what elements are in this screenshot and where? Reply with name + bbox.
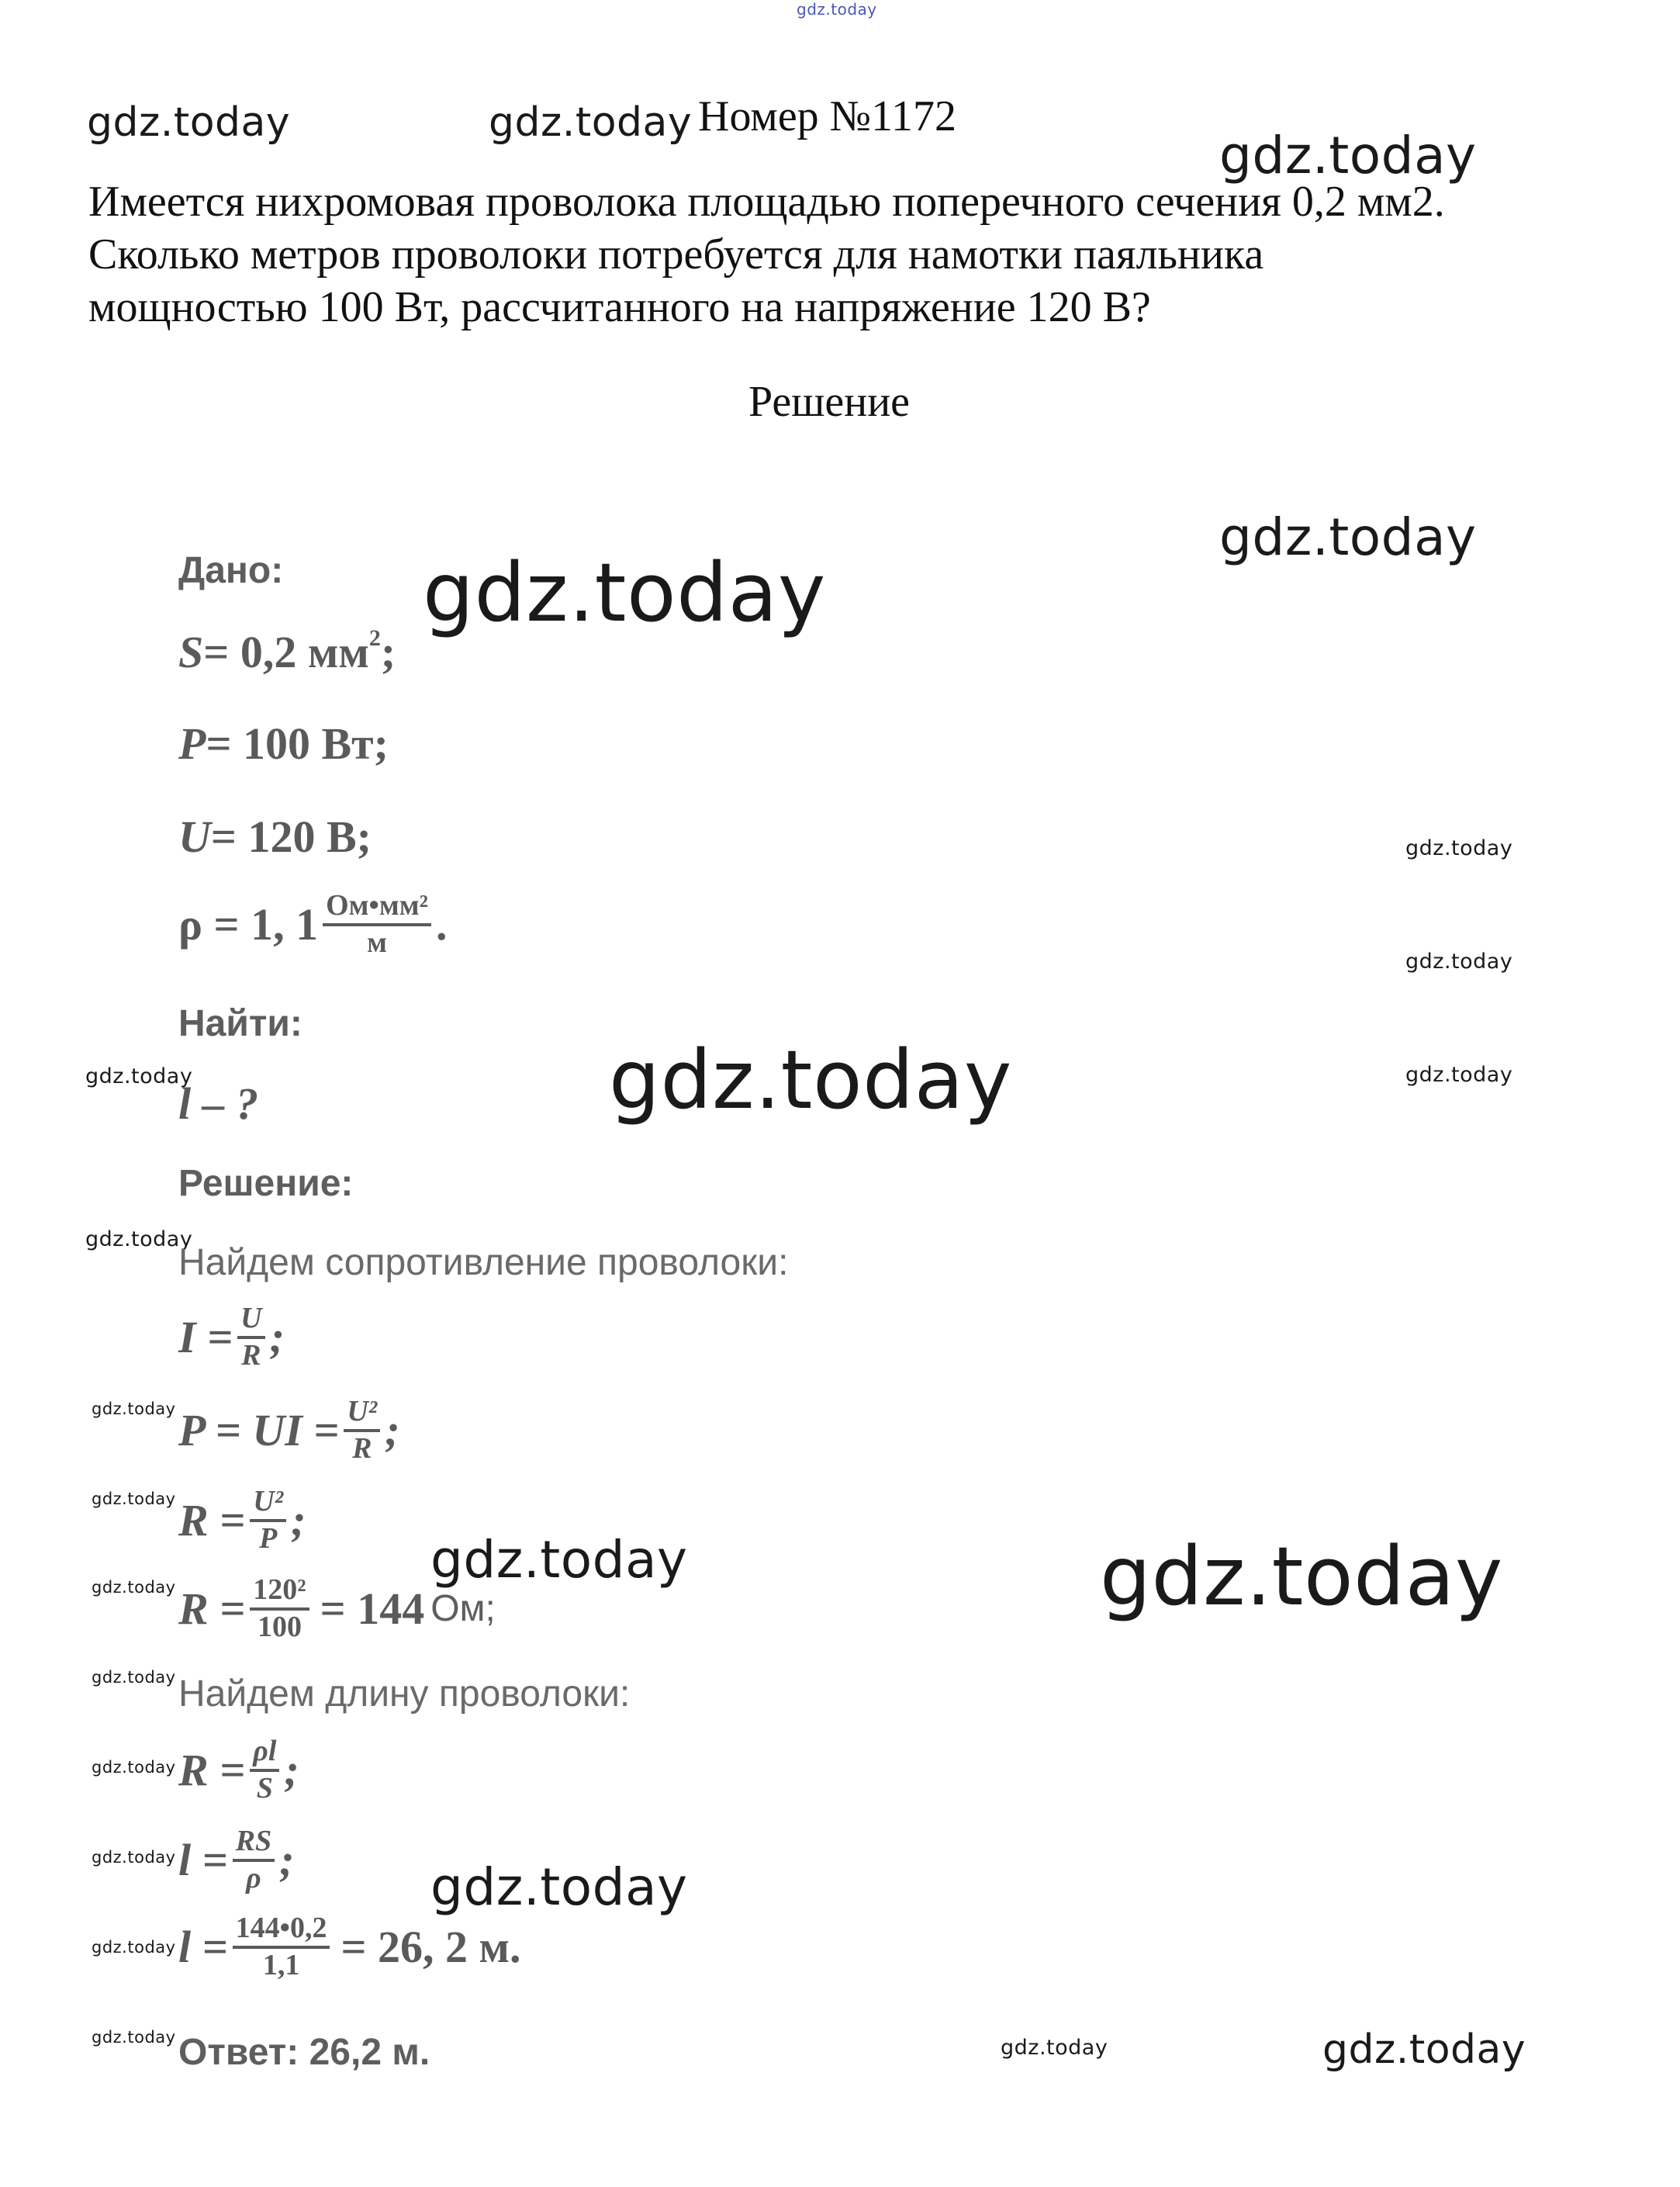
punct: ; bbox=[284, 1744, 299, 1795]
watermark: gdz.today bbox=[1405, 836, 1513, 860]
rho-lhs: ρ = 1, 1 bbox=[178, 898, 319, 950]
value: = 120 В; bbox=[210, 811, 372, 862]
punct: ; bbox=[385, 1404, 400, 1455]
watermark: gdz.today bbox=[92, 1938, 176, 1957]
denominator: 1,1 bbox=[262, 1948, 300, 1981]
watermark: gdz.today bbox=[85, 1227, 193, 1251]
eq-lhs: P = UI = bbox=[178, 1404, 340, 1455]
value: = 100 Вт; bbox=[206, 718, 389, 769]
equation bbox=[178, 1736, 299, 1805]
denominator: R bbox=[352, 1431, 372, 1465]
numerator: U bbox=[237, 1303, 264, 1339]
equation bbox=[178, 1396, 400, 1465]
watermark-top: gdz.today bbox=[797, 0, 877, 19]
answer: Ответ: 26,2 м. bbox=[178, 2032, 430, 2073]
watermark: gdz.today bbox=[423, 545, 826, 640]
watermark: gdz.today bbox=[1001, 2036, 1108, 2060]
eq-lhs: R = bbox=[178, 1494, 246, 1545]
problem-line: мощностью 100 Вт, рассчитанного на напряжение 120 В? bbox=[88, 283, 1151, 331]
symbol-p: P bbox=[178, 718, 206, 769]
page-title: Номер №1172 bbox=[698, 92, 957, 140]
fraction bbox=[233, 1913, 330, 1981]
solution-heading: Решение bbox=[748, 378, 911, 426]
watermark: gdz.today bbox=[430, 1857, 688, 1917]
numerator: 120² bbox=[250, 1575, 309, 1611]
equation bbox=[178, 1826, 294, 1895]
find-value: l – ? bbox=[178, 1078, 259, 1129]
equation bbox=[178, 1303, 285, 1372]
numerator: RS bbox=[233, 1826, 275, 1862]
watermark: gdz.today bbox=[1405, 1063, 1513, 1087]
watermark: gdz.today bbox=[87, 99, 291, 146]
eq-lhs: l = bbox=[178, 1921, 228, 1972]
watermark: gdz.today bbox=[609, 1033, 1012, 1127]
watermark: gdz.today bbox=[1219, 507, 1477, 567]
value: = 0,2 мм bbox=[203, 627, 369, 677]
eq-mid: = 144 bbox=[320, 1583, 425, 1634]
problem-text bbox=[88, 175, 1445, 334]
punct: ; bbox=[291, 1494, 306, 1545]
punct: . bbox=[436, 898, 448, 950]
watermark: gdz.today bbox=[430, 1530, 688, 1590]
watermark: gdz.today bbox=[1322, 2026, 1526, 2073]
watermark: gdz.today bbox=[92, 1578, 176, 1597]
fraction bbox=[344, 1396, 380, 1465]
watermark: gdz.today bbox=[1100, 1529, 1503, 1624]
fraction bbox=[233, 1826, 275, 1895]
step-text: Найдем длину проволоки: bbox=[178, 1673, 631, 1715]
numerator: 144•0,2 bbox=[233, 1913, 330, 1949]
numerator: U² bbox=[344, 1396, 380, 1432]
watermark: gdz.today bbox=[92, 1848, 176, 1867]
denominator: 100 bbox=[257, 1610, 302, 1643]
symbol-u: U bbox=[178, 811, 211, 862]
fraction bbox=[250, 1486, 286, 1555]
numerator: ρl bbox=[250, 1736, 279, 1772]
problem-line: Имеется нихромовая проволока площадью поперечного сечения 0,2 мм2. bbox=[88, 178, 1445, 226]
eq-lhs: R = bbox=[178, 1744, 246, 1795]
numerator: Ом•мм² bbox=[323, 891, 431, 926]
watermark: gdz.today bbox=[489, 99, 693, 146]
fraction bbox=[237, 1303, 264, 1372]
equation bbox=[178, 1575, 496, 1643]
given-label: Дано: bbox=[178, 550, 284, 591]
denominator: P bbox=[259, 1521, 278, 1555]
watermark: gdz.today bbox=[1405, 950, 1513, 974]
denominator: S bbox=[256, 1771, 273, 1805]
numerator: U² bbox=[250, 1486, 286, 1522]
punct: ; bbox=[279, 1834, 295, 1885]
solution-label: Решение: bbox=[178, 1163, 354, 1204]
eq-lhs: l = bbox=[178, 1834, 228, 1885]
watermark: gdz.today bbox=[92, 1400, 176, 1418]
punct: ; bbox=[380, 627, 396, 677]
equation bbox=[178, 1486, 306, 1555]
denominator: R bbox=[241, 1338, 261, 1372]
watermark: gdz.today bbox=[85, 1064, 193, 1088]
eq-lhs: R = bbox=[178, 1583, 246, 1634]
find-label: Найти: bbox=[178, 1003, 302, 1044]
superscript: 2 bbox=[368, 625, 381, 651]
watermark: gdz.today bbox=[92, 2028, 176, 2047]
given-s bbox=[178, 627, 396, 675]
watermark: gdz.today bbox=[92, 1758, 176, 1777]
given-rho bbox=[178, 891, 448, 959]
symbol-s: S bbox=[178, 627, 204, 677]
given-p bbox=[178, 718, 389, 769]
step-text: Найдем сопротивление проволоки: bbox=[178, 1242, 789, 1283]
denominator: ρ bbox=[246, 1861, 261, 1895]
fraction bbox=[323, 891, 431, 959]
watermark: gdz.today bbox=[92, 1668, 176, 1687]
punct: ; bbox=[269, 1311, 285, 1362]
fraction bbox=[250, 1736, 279, 1805]
watermark: gdz.today bbox=[92, 1490, 176, 1508]
eq-result: = 26, 2 м. bbox=[340, 1921, 521, 1972]
watermark: gdz.today bbox=[1219, 126, 1477, 185]
problem-line: Сколько метров проволоки потребуется для намотки паяльника bbox=[88, 230, 1264, 279]
fraction bbox=[250, 1575, 309, 1643]
given-u bbox=[178, 811, 372, 862]
equation bbox=[178, 1913, 521, 1981]
eq-lhs: I = bbox=[178, 1311, 233, 1362]
unit: Ом; bbox=[430, 1587, 496, 1629]
denominator: м bbox=[367, 926, 387, 959]
